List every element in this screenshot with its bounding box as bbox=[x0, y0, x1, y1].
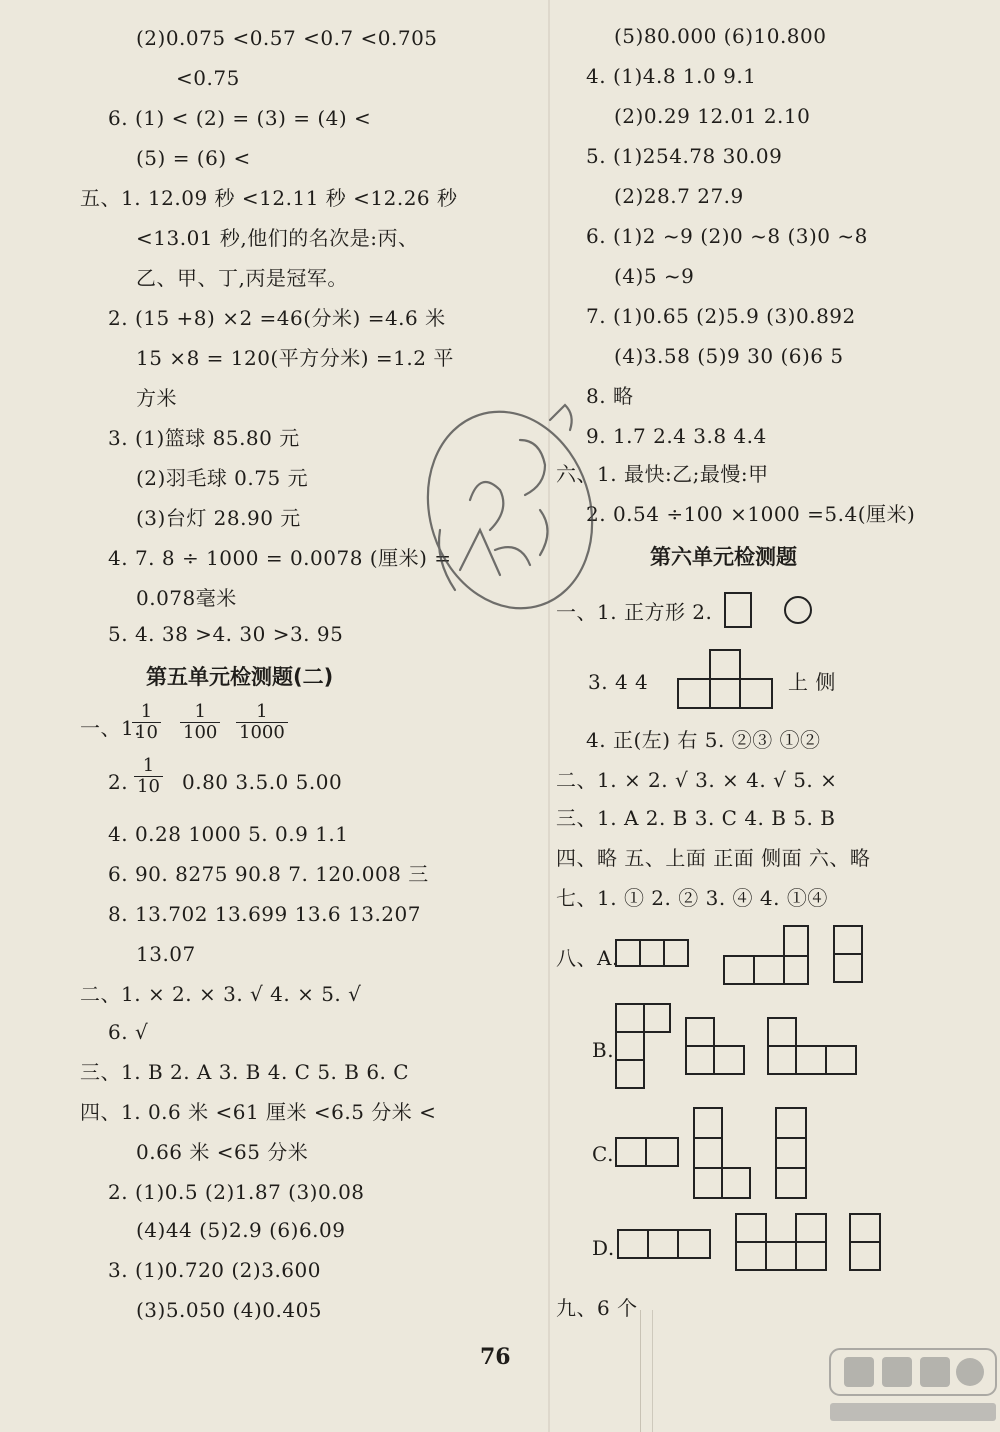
answer-line: 4. 7. 8 ÷ 1000 = 0.0078 (厘米) = bbox=[108, 546, 452, 570]
block-view-figure bbox=[848, 1210, 884, 1274]
watermark-stamp-icon bbox=[400, 380, 620, 640]
block-view-figure bbox=[692, 1104, 754, 1202]
block-view-figure bbox=[676, 648, 776, 710]
fraction bbox=[236, 702, 288, 743]
section-title: 第五单元检测题(二) bbox=[146, 665, 334, 689]
answer-line: (4)5 ~9 bbox=[614, 264, 695, 288]
block-view-figure bbox=[614, 936, 694, 972]
circle-shape-icon bbox=[784, 596, 812, 624]
answer-line: 5. 4. 38 >4. 30 >3. 95 bbox=[108, 622, 344, 646]
fraction-denominator: 10 bbox=[137, 776, 160, 797]
answer-line: 2. 0.54 ÷100 ×1000 =5.4(厘米) bbox=[586, 502, 916, 526]
answer-line: 乙、甲、丁,丙是冠军。 bbox=[136, 266, 348, 290]
fraction bbox=[134, 756, 163, 797]
answer-line: 8. 13.702 13.699 13.6 13.207 bbox=[108, 902, 421, 926]
answer-line: 4. (1)4.8 1.0 9.1 bbox=[586, 64, 757, 88]
answer-line: 九、6 个 bbox=[556, 1296, 638, 1320]
answer-line: (2)0.075 <0.57 <0.7 <0.705 bbox=[136, 26, 438, 50]
answer-line: C. bbox=[592, 1142, 614, 1166]
block-view-figure bbox=[734, 1210, 834, 1274]
answer-line: 6. 90. 8275 90.8 7. 120.008 三 bbox=[108, 862, 429, 886]
answer-line: 四、略 五、上面 正面 侧面 六、略 bbox=[556, 846, 871, 870]
answer-line: 13.07 bbox=[136, 942, 196, 966]
fraction-numerator: 1 bbox=[134, 756, 163, 777]
answer-line: <0.75 bbox=[176, 66, 240, 90]
answer-line: 6. (1)2 ~9 (2)0 ~8 (3)0 ~8 bbox=[586, 224, 868, 248]
block-view-figure bbox=[766, 1014, 860, 1080]
page-edge-line bbox=[652, 1310, 653, 1432]
answer-line: 6. √ bbox=[108, 1020, 149, 1044]
answer-line: 0.80 3.5.0 5.00 bbox=[182, 770, 343, 794]
answer-line: 八、A. bbox=[556, 946, 619, 970]
answer-line: 六、1. 最快:乙;最慢:甲 bbox=[556, 462, 769, 486]
fraction bbox=[180, 702, 220, 743]
answer-line: 2. (1)0.5 (2)1.87 (3)0.08 bbox=[108, 1180, 365, 1204]
answer-line: 2. bbox=[108, 770, 129, 794]
answer-line: 一、1. bbox=[80, 716, 142, 740]
answer-line: 3. (1)篮球 85.80 元 bbox=[108, 426, 300, 450]
answer-line: B. bbox=[592, 1038, 615, 1062]
answer-line: (5) = (6) < bbox=[136, 146, 251, 170]
answer-line: 方米 bbox=[136, 386, 177, 410]
answer-line: 二、1. × 2. √ 3. × 4. √ 5. × bbox=[556, 768, 838, 792]
answer-line: 一、1. 正方形 2. bbox=[556, 600, 713, 624]
block-view-figure bbox=[832, 922, 866, 988]
fraction-numerator: 1 bbox=[180, 702, 220, 723]
block-view-figure bbox=[774, 1104, 810, 1202]
answer-line: 7. (1)0.65 (2)5.9 (3)0.892 bbox=[586, 304, 856, 328]
answer-line: 2. (15 +8) ×2 =46(分米) =4.6 米 bbox=[108, 306, 446, 330]
answer-line: 4. 0.28 1000 5. 0.9 1.1 bbox=[108, 822, 349, 846]
answer-line: D. bbox=[592, 1236, 615, 1260]
page-gutter bbox=[548, 0, 550, 1432]
rectangle-shape-icon bbox=[724, 592, 752, 628]
answer-line: 五、1. 12.09 秒 <12.11 秒 <12.26 秒 bbox=[80, 186, 458, 210]
block-view-figure bbox=[684, 1014, 750, 1080]
fraction-denominator: 1000 bbox=[239, 722, 285, 743]
fraction-numerator: 1 bbox=[132, 702, 161, 723]
answer-line: 四、1. 0.6 米 <61 厘米 <6.5 分米 < bbox=[80, 1100, 437, 1124]
site-logo-icon bbox=[810, 1345, 1000, 1432]
answer-line: (4)44 (5)2.9 (6)6.09 bbox=[136, 1218, 346, 1242]
page-number: 76 bbox=[480, 1344, 511, 1370]
answer-line: (2)羽毛球 0.75 元 bbox=[136, 466, 309, 490]
answer-line: (2)28.7 27.9 bbox=[614, 184, 744, 208]
block-view-figure bbox=[722, 922, 814, 988]
answer-line: (3)台灯 28.90 元 bbox=[136, 506, 301, 530]
answer-line: 二、1. × 2. × 3. √ 4. × 5. √ bbox=[80, 982, 362, 1006]
page-edge-line bbox=[640, 1310, 641, 1432]
block-view-figure bbox=[614, 1000, 676, 1092]
section-title: 第六单元检测题 bbox=[650, 545, 797, 569]
answer-line: (2)0.29 12.01 2.10 bbox=[614, 104, 811, 128]
answer-line: 七、1. ① 2. ② 3. ④ 4. ①④ bbox=[556, 886, 828, 910]
answer-line: 三、1. A 2. B 3. C 4. B 5. B bbox=[556, 806, 836, 830]
block-view-figure bbox=[614, 1134, 684, 1172]
block-view-figure bbox=[616, 1226, 716, 1264]
answer-line: (5)80.000 (6)10.800 bbox=[614, 24, 827, 48]
answer-line: 3. (1)0.720 (2)3.600 bbox=[108, 1258, 321, 1282]
fraction-denominator: 100 bbox=[183, 722, 218, 743]
answer-line: 3. 4 4 bbox=[588, 670, 649, 694]
fraction-denominator: 10 bbox=[135, 722, 158, 743]
answer-line: 三、1. B 2. A 3. B 4. C 5. B 6. C bbox=[80, 1060, 410, 1084]
answer-line: 5. (1)254.78 30.09 bbox=[586, 144, 783, 168]
answer-line: (3)5.050 (4)0.405 bbox=[136, 1298, 323, 1322]
fraction-numerator: 1 bbox=[236, 702, 288, 723]
answer-line: <13.01 秒,他们的名次是:丙、 bbox=[136, 226, 419, 250]
answer-line: 9. 1.7 2.4 3.8 4.4 bbox=[586, 424, 767, 448]
fraction bbox=[132, 702, 161, 743]
answer-line: 0.66 米 <65 分米 bbox=[136, 1140, 309, 1164]
answer-line: (4)3.58 (5)9 30 (6)6 5 bbox=[614, 344, 844, 368]
answer-line: 6. (1) < (2) = (3) = (4) < bbox=[108, 106, 372, 130]
answer-line: 15 ×8 = 120(平方分米) =1.2 平 bbox=[136, 346, 454, 370]
answer-line: 8. 略 bbox=[586, 384, 634, 408]
answer-line: 上 侧 bbox=[788, 670, 836, 694]
answer-line: 0.078毫米 bbox=[136, 586, 237, 610]
answer-line: 4. 正(左) 右 5. ②③ ①② bbox=[586, 728, 821, 752]
